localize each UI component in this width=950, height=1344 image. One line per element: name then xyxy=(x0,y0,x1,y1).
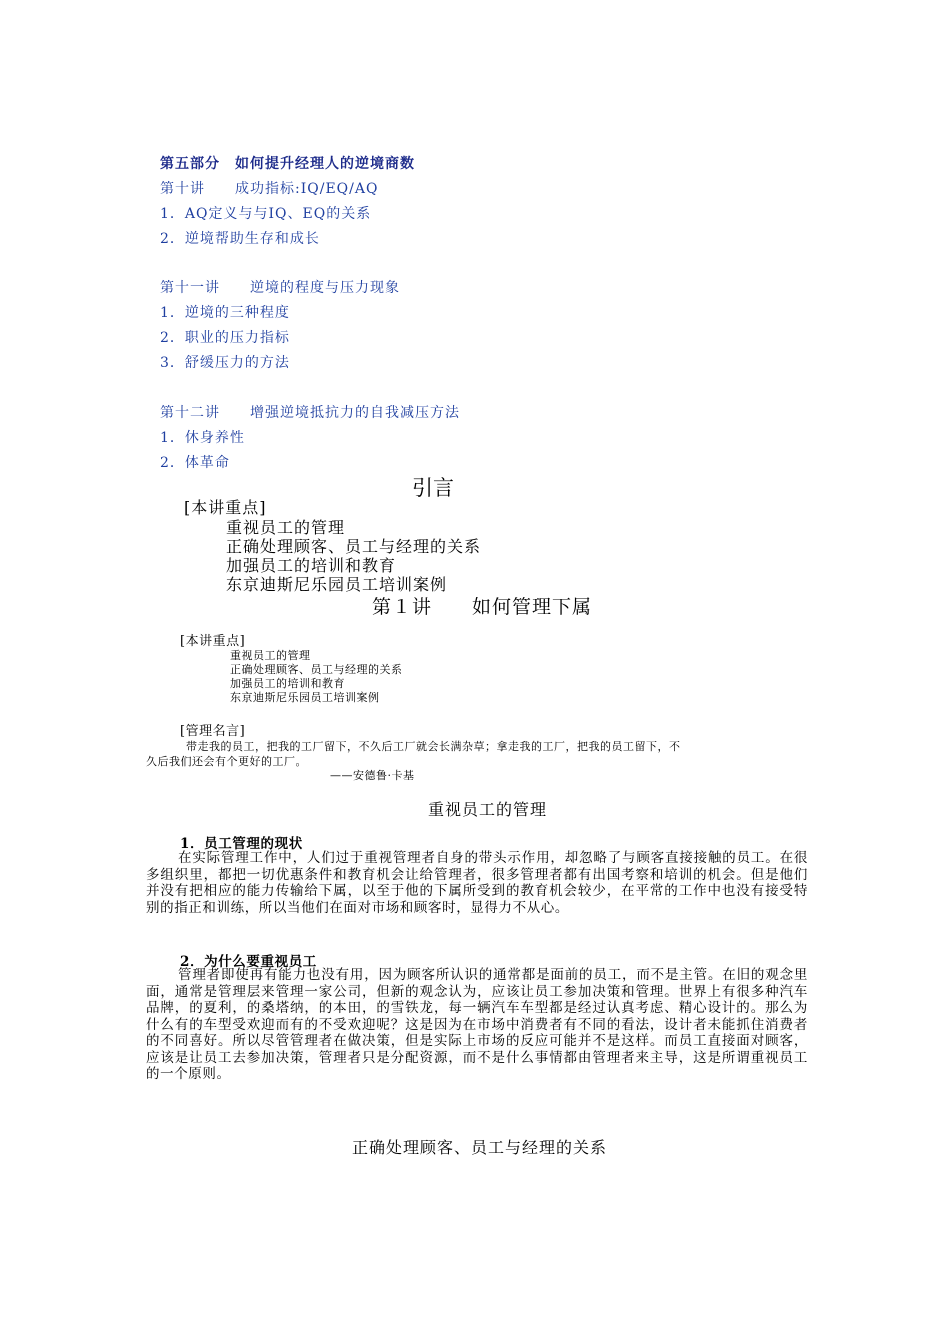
section-1-heading-1: 1．员工管理的现状 xyxy=(180,836,303,852)
lecture-10-heading: 第十讲 成功指标:IQ/EQ/AQ xyxy=(160,181,379,197)
part-title: 第五部分 如何提升经理人的逆境商数 xyxy=(160,156,415,172)
lecture-10-item: 1．AQ定义与与IQ、EQ的关系 xyxy=(160,206,372,222)
lecture-11-item: 1．逆境的三种程度 xyxy=(160,305,290,321)
quote-author: ——安德鲁·卡基 xyxy=(330,769,415,782)
lecture-12-item: 1．休身养性 xyxy=(160,430,245,446)
intro-key-point: 加强员工的培训和教育 xyxy=(226,556,397,575)
lecture-12-heading: 第十二讲 增强逆境抵抗力的自我减压方法 xyxy=(160,405,460,421)
section-1-heading-2: 2．为什么要重视员工 xyxy=(180,954,317,970)
section-2-title: 正确处理顾客、员工与经理的关系 xyxy=(352,1138,608,1157)
quote-line-1: 带走我的员工，把我的工厂留下，不久后工厂就会长满杂草；拿走我的工厂，把我的员工留下，不 xyxy=(186,740,681,753)
lecture-1-key-points-label: [本讲重点] xyxy=(180,634,246,649)
lecture-11-item: 2．职业的压力指标 xyxy=(160,330,290,346)
lecture-1-key-point: 东京迪斯尼乐园员工培训案例 xyxy=(230,691,380,704)
section-1-paragraph-2: 管理者即使再有能力也没有用，因为顾客所认识的通常都是面前的员工，而不是主管。在旧的观念里面，通常是管理层来管理一家公司，但新的观念认为，应该让员工参加决策和管理。世界上有很多种汽车品牌，的夏利，的桑塔纳，的本田，的雪铁龙，每一辆汽车车型都是经过认真考虑、精心设计的。那么为什么有的车型受欢迎而有的不受欢迎呢？这是因为在市场中消费者有不同的看法，设计者未能抓住消费者的不同喜好。所以尽管管理者在做决策，但是实际上市场的反应可能并不是这样。而员工直接面对顾客，应该是让员工去参加决策，管理者只是分配资源，而不是什么事情都由管理者来主导，这是所谓重视员工的一个原则。 xyxy=(146,967,808,1082)
intro-key-point: 重视员工的管理 xyxy=(226,518,346,537)
quote-line-2: 久后我们还会有个更好的工厂。 xyxy=(146,755,307,768)
quote-label: [管理名言] xyxy=(180,724,246,739)
lecture-11-item: 3．舒缓压力的方法 xyxy=(160,355,290,371)
section-1-title: 重视员工的管理 xyxy=(428,800,548,819)
lecture-11-heading: 第十一讲 逆境的程度与压力现象 xyxy=(160,280,400,296)
intro-key-point: 东京迪斯尼乐园员工培训案例 xyxy=(226,575,448,594)
lecture-1-title: 第１讲 如何管理下属 xyxy=(372,596,593,618)
intro-key-point: 正确处理顾客、员工与经理的关系 xyxy=(226,537,482,556)
lecture-10-item: 2．逆境帮助生存和成长 xyxy=(160,231,320,247)
intro-title: 引言 xyxy=(412,476,454,500)
lecture-12-item: 2．体革命 xyxy=(160,455,230,471)
lecture-1-key-point: 正确处理顾客、员工与经理的关系 xyxy=(230,663,403,676)
intro-key-points-label: [本讲重点] xyxy=(184,498,267,517)
section-1-paragraph-1: 在实际管理工作中，人们过于重视管理者自身的带头示作用，却忽略了与顾客直接接触的员工。在很多组织里，都把一切优惠条件和教育机会让给管理者，很多管理者都有出国考察和培训的机会。但是他们并没有把相应的能力传输给下属，以至于他的下属所受到的教育机会较少，在平常的工作中也没有接受特别的指正和训练，所以当他们在面对市场和顾客时，显得力不从心。 xyxy=(146,850,808,916)
lecture-1-key-point: 加强员工的培训和教育 xyxy=(230,677,345,690)
lecture-1-key-point: 重视员工的管理 xyxy=(230,649,311,662)
